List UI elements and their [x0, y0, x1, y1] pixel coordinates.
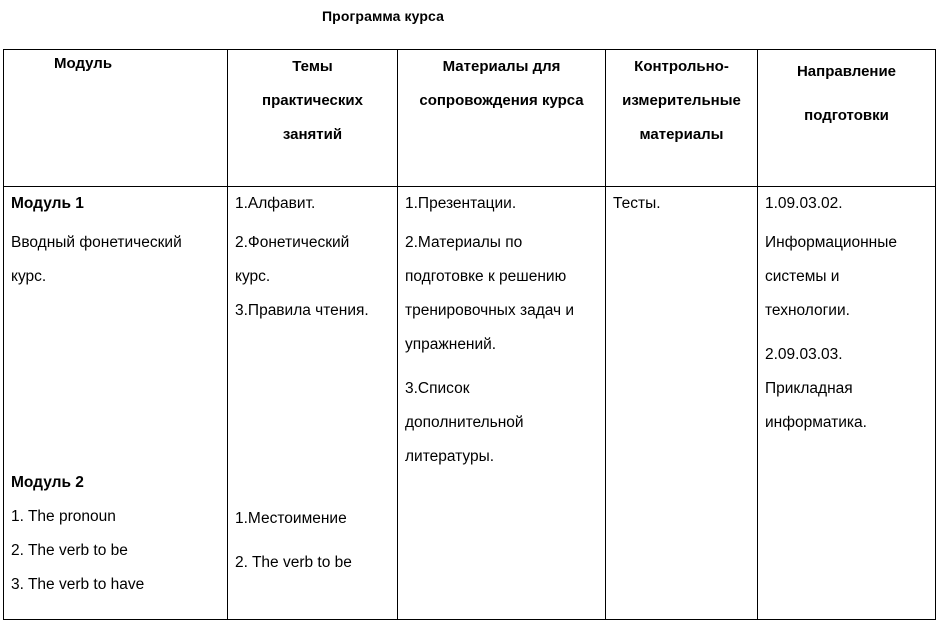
module1-desc-line-1: Вводный фонетический — [11, 234, 182, 251]
control-materials-text: Тесты. — [613, 195, 661, 212]
header-module-label: Модуль — [54, 55, 113, 72]
module2-item-1: 1. The pronoun — [11, 508, 116, 525]
cell-topics — [228, 187, 398, 620]
direction-1-line-2: Информационные — [765, 234, 898, 251]
topic-item-2: 2.Фонетический — [235, 234, 350, 251]
topic-item-2-cont: курс. — [235, 268, 271, 285]
direction-1-line-3: системы и — [765, 268, 840, 285]
header-topics — [228, 50, 398, 187]
cell-materials — [398, 187, 606, 620]
module2-item-2: 2. The verb to be — [11, 542, 128, 559]
module2-item-3: 3. The verb to have — [11, 576, 145, 593]
module2-title: Модуль 2 — [11, 474, 84, 491]
header-control-line-3: материалы — [639, 126, 724, 143]
header-materials-line-1: Материалы для — [442, 58, 561, 75]
direction-2-line-3: информатика. — [765, 414, 867, 431]
topic-block2-item-2: 2. The verb to be — [235, 554, 352, 571]
material-item-2-line-3: тренировочных задач и — [405, 302, 575, 319]
header-materials-line-2: сопровождения курса — [419, 92, 584, 109]
material-item-3-line-2: дополнительной — [405, 414, 524, 431]
cell-control — [606, 187, 758, 620]
cell-module — [4, 187, 228, 620]
material-item-2-line-4: упражнений. — [405, 336, 497, 353]
header-direction-line-1: Направление — [796, 63, 897, 80]
direction-2-code: 2.09.03.03. — [765, 346, 843, 363]
header-materials — [398, 50, 606, 187]
table-row — [4, 187, 936, 620]
module1-desc-line-2: курс. — [11, 268, 47, 285]
direction-2-line-2: Прикладная — [765, 380, 853, 397]
header-topics-line-1: Темы — [292, 58, 333, 75]
header-topics-line-2: практических — [262, 92, 363, 109]
topic-item-1: 1.Алфавит. — [235, 195, 316, 212]
header-topics-line-3: занятий — [282, 126, 343, 143]
topic-item-3: 3.Правила чтения. — [235, 302, 369, 319]
material-item-1: 1.Презентации. — [405, 195, 517, 212]
table-header-row — [4, 50, 936, 187]
header-module — [4, 50, 228, 187]
header-direction — [758, 50, 936, 187]
header-direction-line-2: подготовки — [804, 107, 889, 124]
direction-1-code: 1.09.03.02. — [765, 195, 843, 212]
direction-1-line-4: технологии. — [765, 302, 850, 319]
topic-block2-item-1: 1.Местоимение — [235, 510, 347, 527]
material-item-2-line-1: 2.Материалы по — [405, 234, 523, 251]
module1-title: Модуль 1 — [11, 195, 84, 212]
material-item-3-line-1: 3.Список — [405, 380, 470, 397]
course-program-table — [3, 49, 936, 620]
document-title: Программа курса — [322, 8, 444, 24]
material-item-3-line-3: литературы. — [405, 448, 495, 465]
header-control — [606, 50, 758, 187]
material-item-2-line-2: подготовке к решению — [405, 268, 567, 285]
header-control-line-1: Контрольно- — [634, 58, 729, 75]
header-control-line-2: измерительные — [622, 92, 741, 109]
cell-direction — [758, 187, 936, 620]
